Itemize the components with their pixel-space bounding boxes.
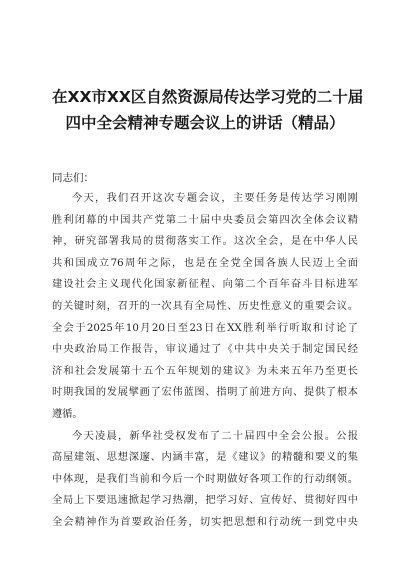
paragraph-2-line: 今天凌晨，新华社受权发布了二十届四中全会公报。公报 (72, 430, 358, 442)
paragraph-2 (52, 426, 358, 534)
paragraph-1-line: 遵循。 (52, 408, 83, 420)
paragraph-1-line: 时期我国的发展擘画了宏伟蓝图、指明了前进方向、提供了根本 (52, 387, 358, 399)
paragraph-1-line: 济和社会发展第十五个五年规划的建议》为未来五年乃至更长 (52, 365, 358, 377)
title-line-1: 在XX市XX区自然资源局传达学习党的二十届 (52, 88, 364, 106)
paragraph-1-line: 共和国成立76周年之际，也是在全党全国各族人民迈上全面 (52, 257, 358, 269)
paragraph-1-line: 胜利闭幕的中国共产党第二十届中央委员会第四次全体会议精 (52, 214, 358, 226)
paragraph-2-line: 全会精神作为首要政治任务，切实把思想和行动统一到党中央 (52, 516, 358, 528)
document-title (52, 0, 364, 136)
paragraph-1-line: 建设社会主义现代化国家新征程、向第二个百年奋斗目标进军 (52, 279, 358, 291)
paragraph-1-line: 中央政治局工作报告，审议通过了《中共中央关于制定国民经 (52, 344, 358, 356)
paragraph-2-line: 全局上下要迅速掀起学习热潮，把学习好、宣传好、贯彻好四中 (52, 495, 358, 507)
paragraph-1-line: 的关键时刻，召开的一次具有全局性、历史性意义的重要会议。 (52, 300, 358, 312)
paragraph-1-line: 今天，我们召开这次专题会议，主要任务是传达学习刚刚 (72, 193, 358, 204)
paragraph-2-line: 高屋建瓴、思想深邃、内涵丰富，是《建议》的精髓和要义的集 (52, 452, 358, 464)
title-line-2: 四中全会精神专题会议上的讲话（精品） (65, 114, 345, 132)
paragraph-1 (52, 188, 358, 426)
paragraph-2-line: 中体现，是我们当前和今后一个时期做好各项工作的行动纲领。 (52, 473, 358, 485)
paragraph-1-line: 神，研究部署我局的贯彻落实工作。这次全会，是在中华人民 (52, 236, 358, 248)
salutation: 同志们： (52, 172, 94, 184)
paragraph-1-line: 全会于2025年10月20日至23日在XX胜利举行听取和讨论了 (52, 322, 358, 334)
